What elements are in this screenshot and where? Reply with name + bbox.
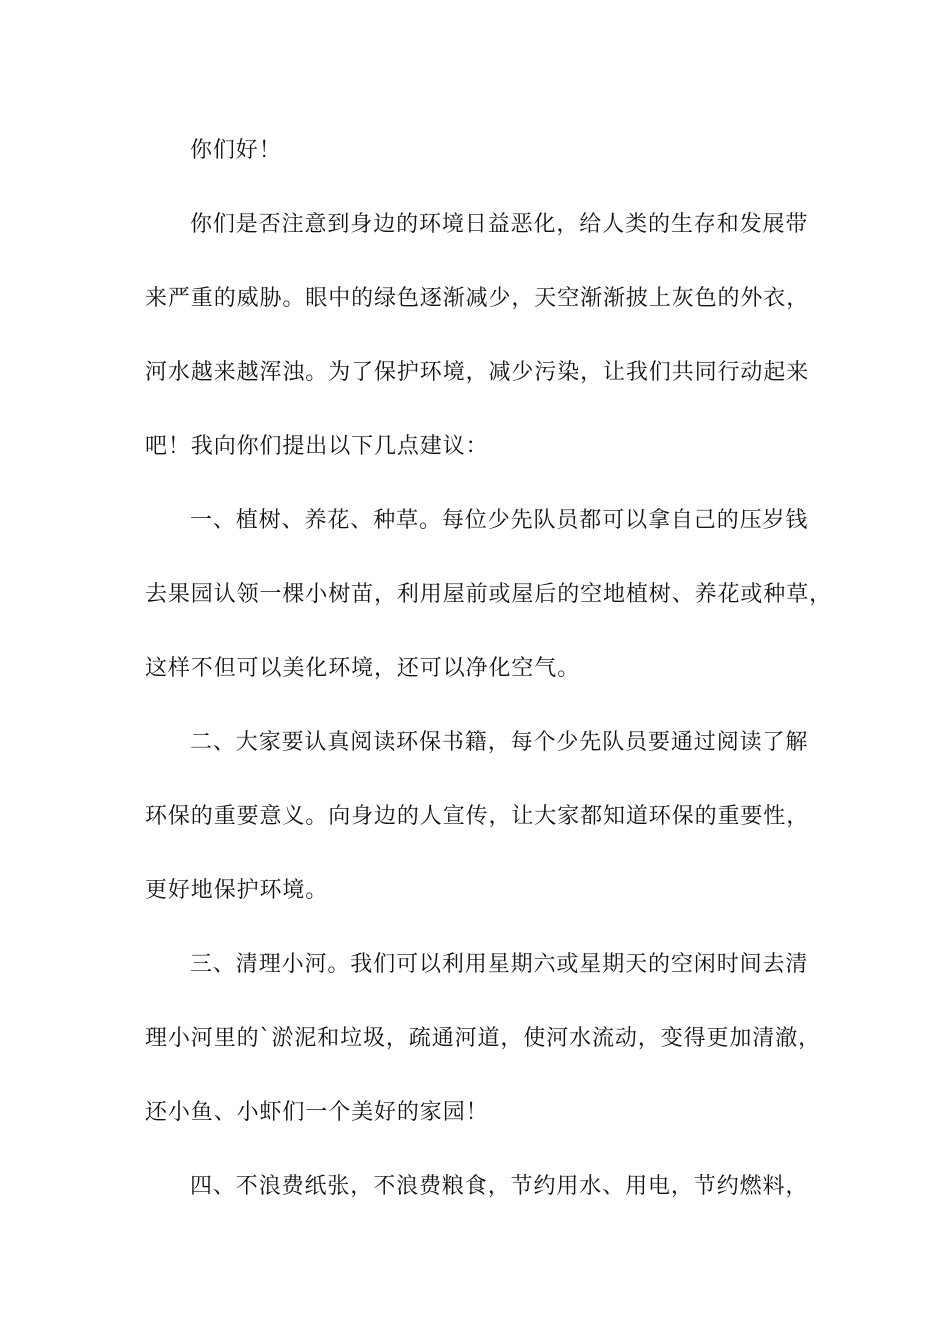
suggestion-2-line-3: 更好地保护环境。 [145, 878, 329, 903]
paragraph-intro-line-4: 吧！我向你们提出以下几点建议： [145, 434, 489, 459]
suggestion-4-line-1: 四、不浪费纸张，不浪费粮食，节约用水、用电，节约燃料， [190, 1174, 809, 1199]
suggestion-3-line-3: 还小鱼、小虾们一个美好的家园！ [145, 1100, 489, 1125]
paragraph-intro-line-3: 河水越来越浑浊。为了保护环境，减少污染，让我们共同行动起来 [145, 360, 810, 385]
suggestion-3-line-2: 理小河里的`淤泥和垃圾，疏通河道，使河水流动，变得更加清澈， [145, 1026, 822, 1051]
suggestion-2-line-2: 环保的重要意义。向身边的人宣传，让大家都知道环保的重要性， [145, 804, 810, 829]
suggestion-2-line-1: 二、大家要认真阅读环保书籍，每个少先队员要通过阅读了解 [190, 730, 809, 755]
paragraph-intro-line-1: 你们是否注意到身边的环境日益恶化，给人类的生存和发展带 [190, 212, 809, 237]
suggestion-1-line-3: 这样不但可以美化环境，还可以净化空气。 [145, 656, 581, 681]
paragraph-intro-line-2: 来严重的威胁。眼中的绿色逐渐减少，天空渐渐披上灰色的外衣， [145, 286, 810, 311]
suggestion-3-line-1: 三、清理小河。我们可以利用星期六或星期天的空闲时间去清 [190, 952, 809, 977]
suggestion-1-line-2: 去果园认领一棵小树苗，利用屋前或屋后的空地植树、养花或种草， [145, 582, 833, 607]
greeting-line: 你们好！ [190, 138, 282, 163]
suggestion-1-line-1: 一、植树、养花、种草。每位少先队员都可以拿自己的压岁钱 [190, 508, 809, 533]
